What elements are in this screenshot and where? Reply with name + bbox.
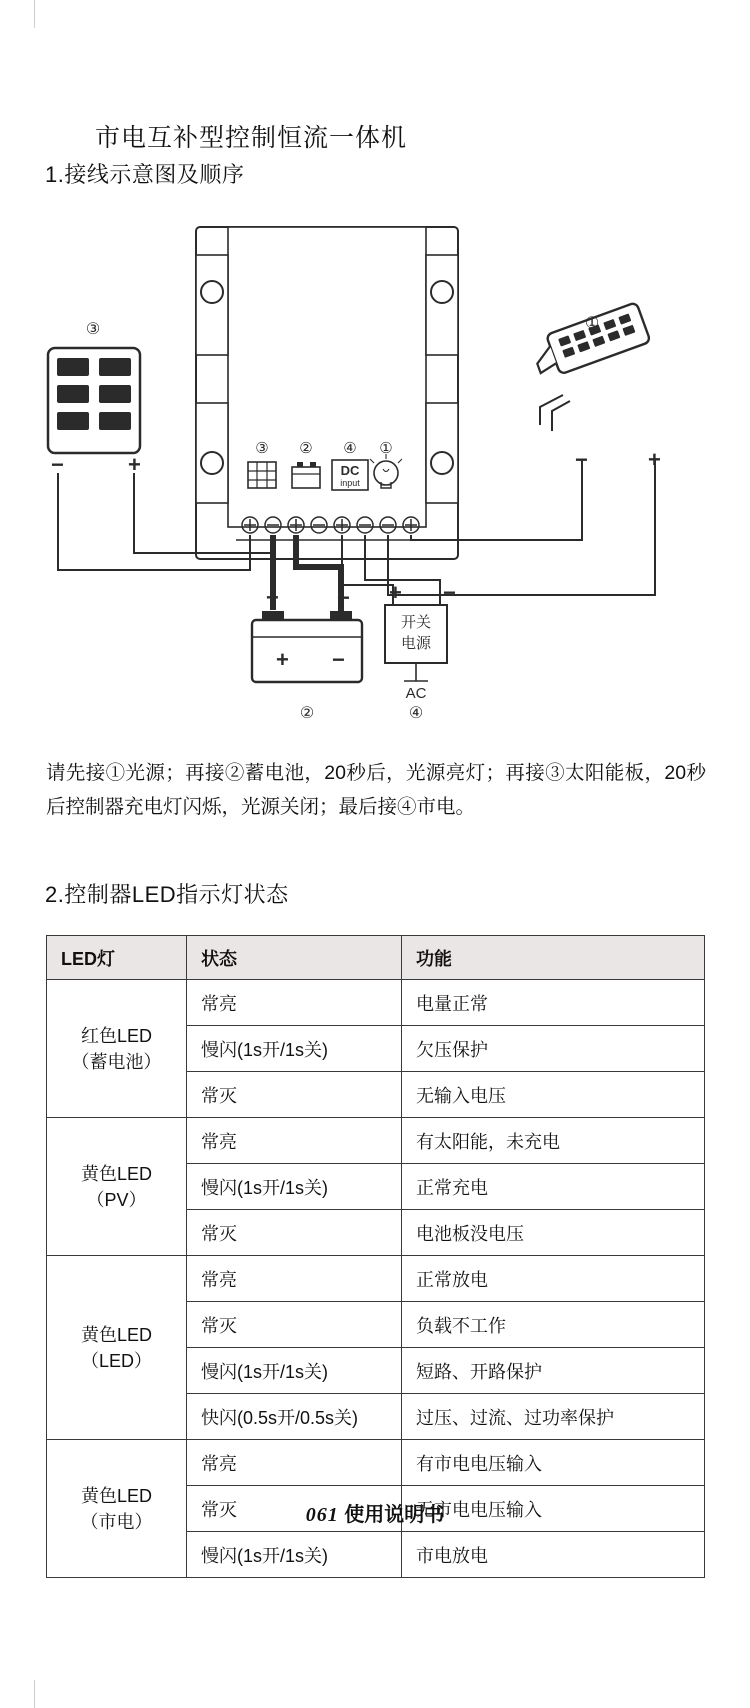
table-row — [47, 1256, 705, 1302]
table-header-row — [47, 936, 705, 980]
svg-text:+: + — [276, 647, 289, 672]
led-state: 常灭 — [187, 1302, 402, 1348]
instruction-paragraph: 请先接①光源；再接②蓄电池，20秒后，光源亮灯；再接③太阳能板，20秒后控制器充电灯闪烁，光源关闭；最后接④市电。 — [46, 762, 706, 818]
svg-text:AC: AC — [405, 685, 427, 702]
led-group-name-line2: （市电） — [80, 1511, 153, 1532]
svg-text:②: ② — [299, 440, 313, 457]
section-title-led-status: 2.控制器LED指示灯状态 — [45, 882, 289, 907]
wiring-diagram — [0, 195, 750, 740]
table-row — [47, 1440, 705, 1486]
led-function: 市电放电 — [402, 1532, 705, 1578]
led-group-name-line1: 黄色LED — [80, 1485, 152, 1506]
page-footer — [0, 1498, 750, 1527]
led-function: 短路、开路保护 — [402, 1348, 705, 1394]
svg-text:+: + — [266, 585, 279, 610]
svg-text:+: + — [648, 447, 661, 472]
led-group-name — [47, 1256, 187, 1440]
led-state: 慢闪(1s开/1s关) — [187, 1532, 402, 1578]
page-title: 市电互补型控制恒流一体机 — [95, 124, 408, 152]
led-group-name-line1: 红色LED — [80, 1025, 152, 1046]
led-function: 无市电电压输入 — [402, 1486, 705, 1532]
table-row — [47, 1118, 705, 1164]
svg-text:+: + — [128, 452, 141, 477]
led-status-table — [46, 935, 705, 1578]
svg-text:①: ① — [584, 315, 600, 332]
led-group-name-line2: （PV） — [86, 1189, 147, 1210]
led-state: 常亮 — [187, 1118, 402, 1164]
led-state: 快闪(0.5s开/0.5s关) — [187, 1394, 402, 1440]
led-state: 常亮 — [187, 1440, 402, 1486]
led-state: 常亮 — [187, 980, 402, 1026]
page-edge-mark-top — [34, 0, 35, 28]
svg-text:①: ① — [379, 440, 393, 457]
svg-text:DC: DC — [340, 463, 360, 478]
led-function: 有市电电压输入 — [402, 1440, 705, 1486]
column-header-state: 状态 — [187, 936, 402, 980]
led-state: 常灭 — [187, 1210, 402, 1256]
led-function: 电量正常 — [402, 980, 705, 1026]
column-header-led: LED灯 — [47, 936, 187, 980]
svg-text:input: input — [340, 478, 360, 488]
led-function: 有太阳能，未充电 — [402, 1118, 705, 1164]
svg-text:−: − — [337, 585, 350, 610]
led-function: 正常放电 — [402, 1256, 705, 1302]
led-group-name-line2: （LED） — [80, 1350, 152, 1371]
page-number: 061 — [305, 1504, 339, 1526]
led-function: 正常充电 — [402, 1164, 705, 1210]
section-title-wiring: 1.接线示意图及顺序 — [45, 162, 245, 187]
led-function: 负载不工作 — [402, 1302, 705, 1348]
table-row — [47, 980, 705, 1026]
svg-text:开关: 开关 — [400, 614, 432, 631]
svg-text:③: ③ — [85, 321, 101, 338]
svg-text:−: − — [51, 452, 64, 477]
svg-text:③: ③ — [255, 440, 269, 457]
column-header-function: 功能 — [402, 936, 705, 980]
svg-text:电源: 电源 — [400, 635, 432, 652]
led-state: 常亮 — [187, 1256, 402, 1302]
page-edge-mark-bottom — [34, 1680, 35, 1708]
svg-text:−: − — [443, 580, 456, 605]
led-group-name-line1: 黄色LED — [80, 1324, 152, 1345]
led-state: 慢闪(1s开/1s关) — [187, 1026, 402, 1072]
led-state: 常灭 — [187, 1486, 402, 1532]
svg-text:④: ④ — [343, 440, 357, 457]
led-group-name — [47, 1118, 187, 1256]
svg-text:−: − — [575, 447, 588, 472]
led-group-name-line2: （蓄电池） — [71, 1051, 162, 1072]
led-state: 慢闪(1s开/1s关) — [187, 1164, 402, 1210]
svg-text:+: + — [389, 580, 402, 605]
footer-label: 使用说明书 — [344, 1504, 445, 1526]
led-state: 常灭 — [187, 1072, 402, 1118]
led-group-name-line1: 黄色LED — [80, 1163, 152, 1184]
led-function: 电池板没电压 — [402, 1210, 705, 1256]
led-function: 无输入电压 — [402, 1072, 705, 1118]
svg-text:−: − — [332, 647, 345, 672]
led-group-name — [47, 980, 187, 1118]
svg-text:②: ② — [299, 705, 315, 722]
led-function: 过压、过流、过功率保护 — [402, 1394, 705, 1440]
svg-text:④: ④ — [408, 705, 424, 722]
led-state: 慢闪(1s开/1s关) — [187, 1348, 402, 1394]
led-function: 欠压保护 — [402, 1026, 705, 1072]
